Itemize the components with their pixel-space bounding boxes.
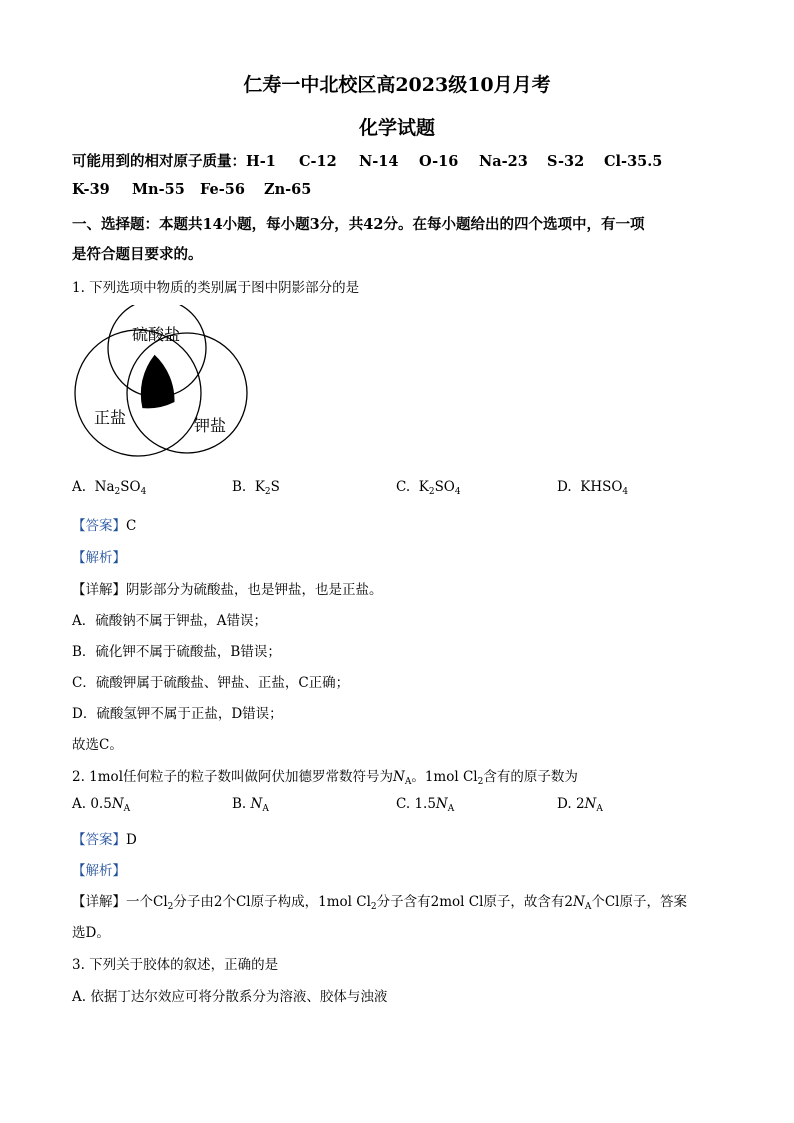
detail-sub: A [584, 902, 592, 912]
detail-part: 个Cl原子，答案 [591, 894, 687, 910]
detail-sub: 2 [167, 902, 174, 912]
option-sub: A [447, 804, 455, 814]
detail-symbol: N [573, 894, 585, 910]
formula-part: K [418, 479, 429, 495]
q2-option-d [557, 796, 603, 812]
q2-option-a [72, 796, 130, 812]
q1-line-d: D．硫酸氢钾不属于正盐，D错误； [72, 706, 283, 722]
q1-line-a: A．硫酸钠不属于钾盐，A错误； [72, 613, 267, 629]
q2-analysis-tag: 【解析】 [72, 863, 126, 879]
formula-sub: 4 [454, 487, 461, 497]
venn-label-potassium: 钾盐 [194, 418, 227, 435]
formula-part: S [270, 479, 280, 495]
q2-answer [72, 828, 137, 848]
option-coef: 0.5 [90, 796, 112, 812]
mass-item: Zn-65 [264, 181, 312, 198]
option-letter: A. [72, 796, 87, 812]
q1-analysis-tag: 【解析】 [72, 550, 126, 566]
stem-part: 含有的原子数为 [483, 769, 578, 785]
option-letter: B. [232, 796, 247, 812]
q1-option-d [557, 479, 628, 495]
detail-part: 一个Cl [126, 894, 168, 910]
answer-value: C [126, 518, 137, 534]
option-sub: A [596, 804, 603, 814]
mass-item: Fe-56 [200, 181, 245, 198]
q2-detail [72, 890, 687, 910]
mass-item: K-39 [72, 181, 110, 198]
option-sub: A [123, 804, 131, 814]
option-letter: D. [557, 479, 572, 495]
section-heading-line1: 一、选择题：本题共14小题，每小题3分，共42分。在每小题给出的四个选项中，有一项 [72, 216, 645, 233]
answer-tag: 【答案】 [72, 832, 126, 848]
venn-shaded-region [141, 355, 175, 409]
page-title: 仁寿一中北校区高2023级10月月考 [243, 74, 551, 96]
formula-part: SO [434, 479, 455, 495]
formula-part: Na [94, 479, 115, 495]
q3-option-a: A. 依据丁达尔效应可将分散系分为溶液、胶体与浊液 [72, 989, 388, 1005]
option-letter: C. [396, 796, 411, 812]
stem-part: 。1mol Cl [411, 769, 478, 785]
formula-sub: 4 [622, 487, 629, 497]
q1-stem: 1. 下列选项中物质的类别属于图中阴影部分的是 [72, 280, 360, 296]
detail-tag: 【详解】 [72, 894, 126, 910]
atomic-masses-row2 [72, 181, 311, 198]
venn-label-normal-salt: 正盐 [94, 410, 127, 427]
q1-option-c [396, 479, 461, 495]
q2-option-c [396, 796, 454, 812]
option-symbol: N [111, 796, 124, 812]
q3-stem: 3. 下列关于胶体的叙述，正确的是 [72, 957, 279, 973]
option-letter: A. [72, 479, 87, 495]
formula-part: KHSO [580, 479, 623, 495]
venn-label-sulfate: 硫酸盐 [132, 327, 181, 344]
mass-item: O-16 [419, 153, 459, 170]
q2-detail-line2: 选D。 [72, 925, 110, 941]
answer-tag: 【答案】 [72, 518, 126, 534]
option-letter: C. [396, 479, 411, 495]
q1-answer [72, 514, 136, 534]
q2-stem [72, 765, 578, 785]
detail-text: 阴影部分为硫酸盐，也是钾盐，也是正盐。 [126, 582, 383, 598]
page-subtitle: 化学试题 [358, 117, 435, 139]
stem-sub: 2 [477, 777, 484, 787]
option-coef: 1.5 [414, 796, 436, 812]
q1-option-a [72, 479, 146, 495]
mass-item: S-32 [547, 153, 585, 170]
atomic-masses-row1 [72, 150, 662, 171]
mass-item: Cl-35.5 [604, 153, 663, 170]
mass-item: C-12 [299, 153, 337, 170]
formula-sub: 2 [264, 487, 271, 497]
q1-line-b: B．硫化钾不属于硫酸盐，B错误； [72, 644, 281, 660]
venn-diagram [70, 305, 260, 465]
option-symbol: N [584, 796, 597, 812]
formula-sub: 2 [428, 487, 435, 497]
stem-sub: A [404, 777, 412, 787]
mass-item: Mn-55 [132, 181, 185, 198]
formula-part: SO [120, 479, 141, 495]
detail-part: 分子由2个Cl原子构成，1mol Cl [173, 894, 371, 910]
option-symbol: N [435, 796, 448, 812]
q1-detail [72, 578, 383, 598]
mass-item: H-1 [246, 153, 276, 170]
detail-tag: 【详解】 [72, 582, 126, 598]
option-sub: A [262, 804, 269, 814]
mass-item: N-14 [359, 153, 399, 170]
stem-part: 2. 1mol任何粒子的粒子数叫做阿伏加德罗常数符号为 [72, 769, 394, 785]
formula-sub: 4 [140, 487, 147, 497]
atomic-masses-label: 可能用到的相对原子质量： [72, 153, 246, 170]
option-coef: 2 [575, 796, 585, 812]
formula-sub: 2 [114, 487, 121, 497]
q2-option-b [232, 796, 269, 812]
detail-sub: 2 [370, 902, 377, 912]
q1-option-b [232, 479, 280, 495]
mass-item: Na-23 [479, 153, 528, 170]
option-letter: D. [557, 796, 572, 812]
stem-symbol: N [393, 769, 405, 785]
detail-part: 分子含有2mol Cl原子，故含有2 [376, 894, 574, 910]
answer-value: D [126, 832, 137, 848]
section-heading-line2: 是符合题目要求的。 [72, 246, 203, 263]
formula-part: K [254, 479, 265, 495]
q1-conclusion: 故选C。 [72, 737, 123, 753]
option-symbol: N [250, 796, 263, 812]
option-letter: B. [232, 479, 247, 495]
q1-line-c: C．硫酸钾属于硫酸盐、钾盐、正盐，C正确； [72, 675, 350, 691]
